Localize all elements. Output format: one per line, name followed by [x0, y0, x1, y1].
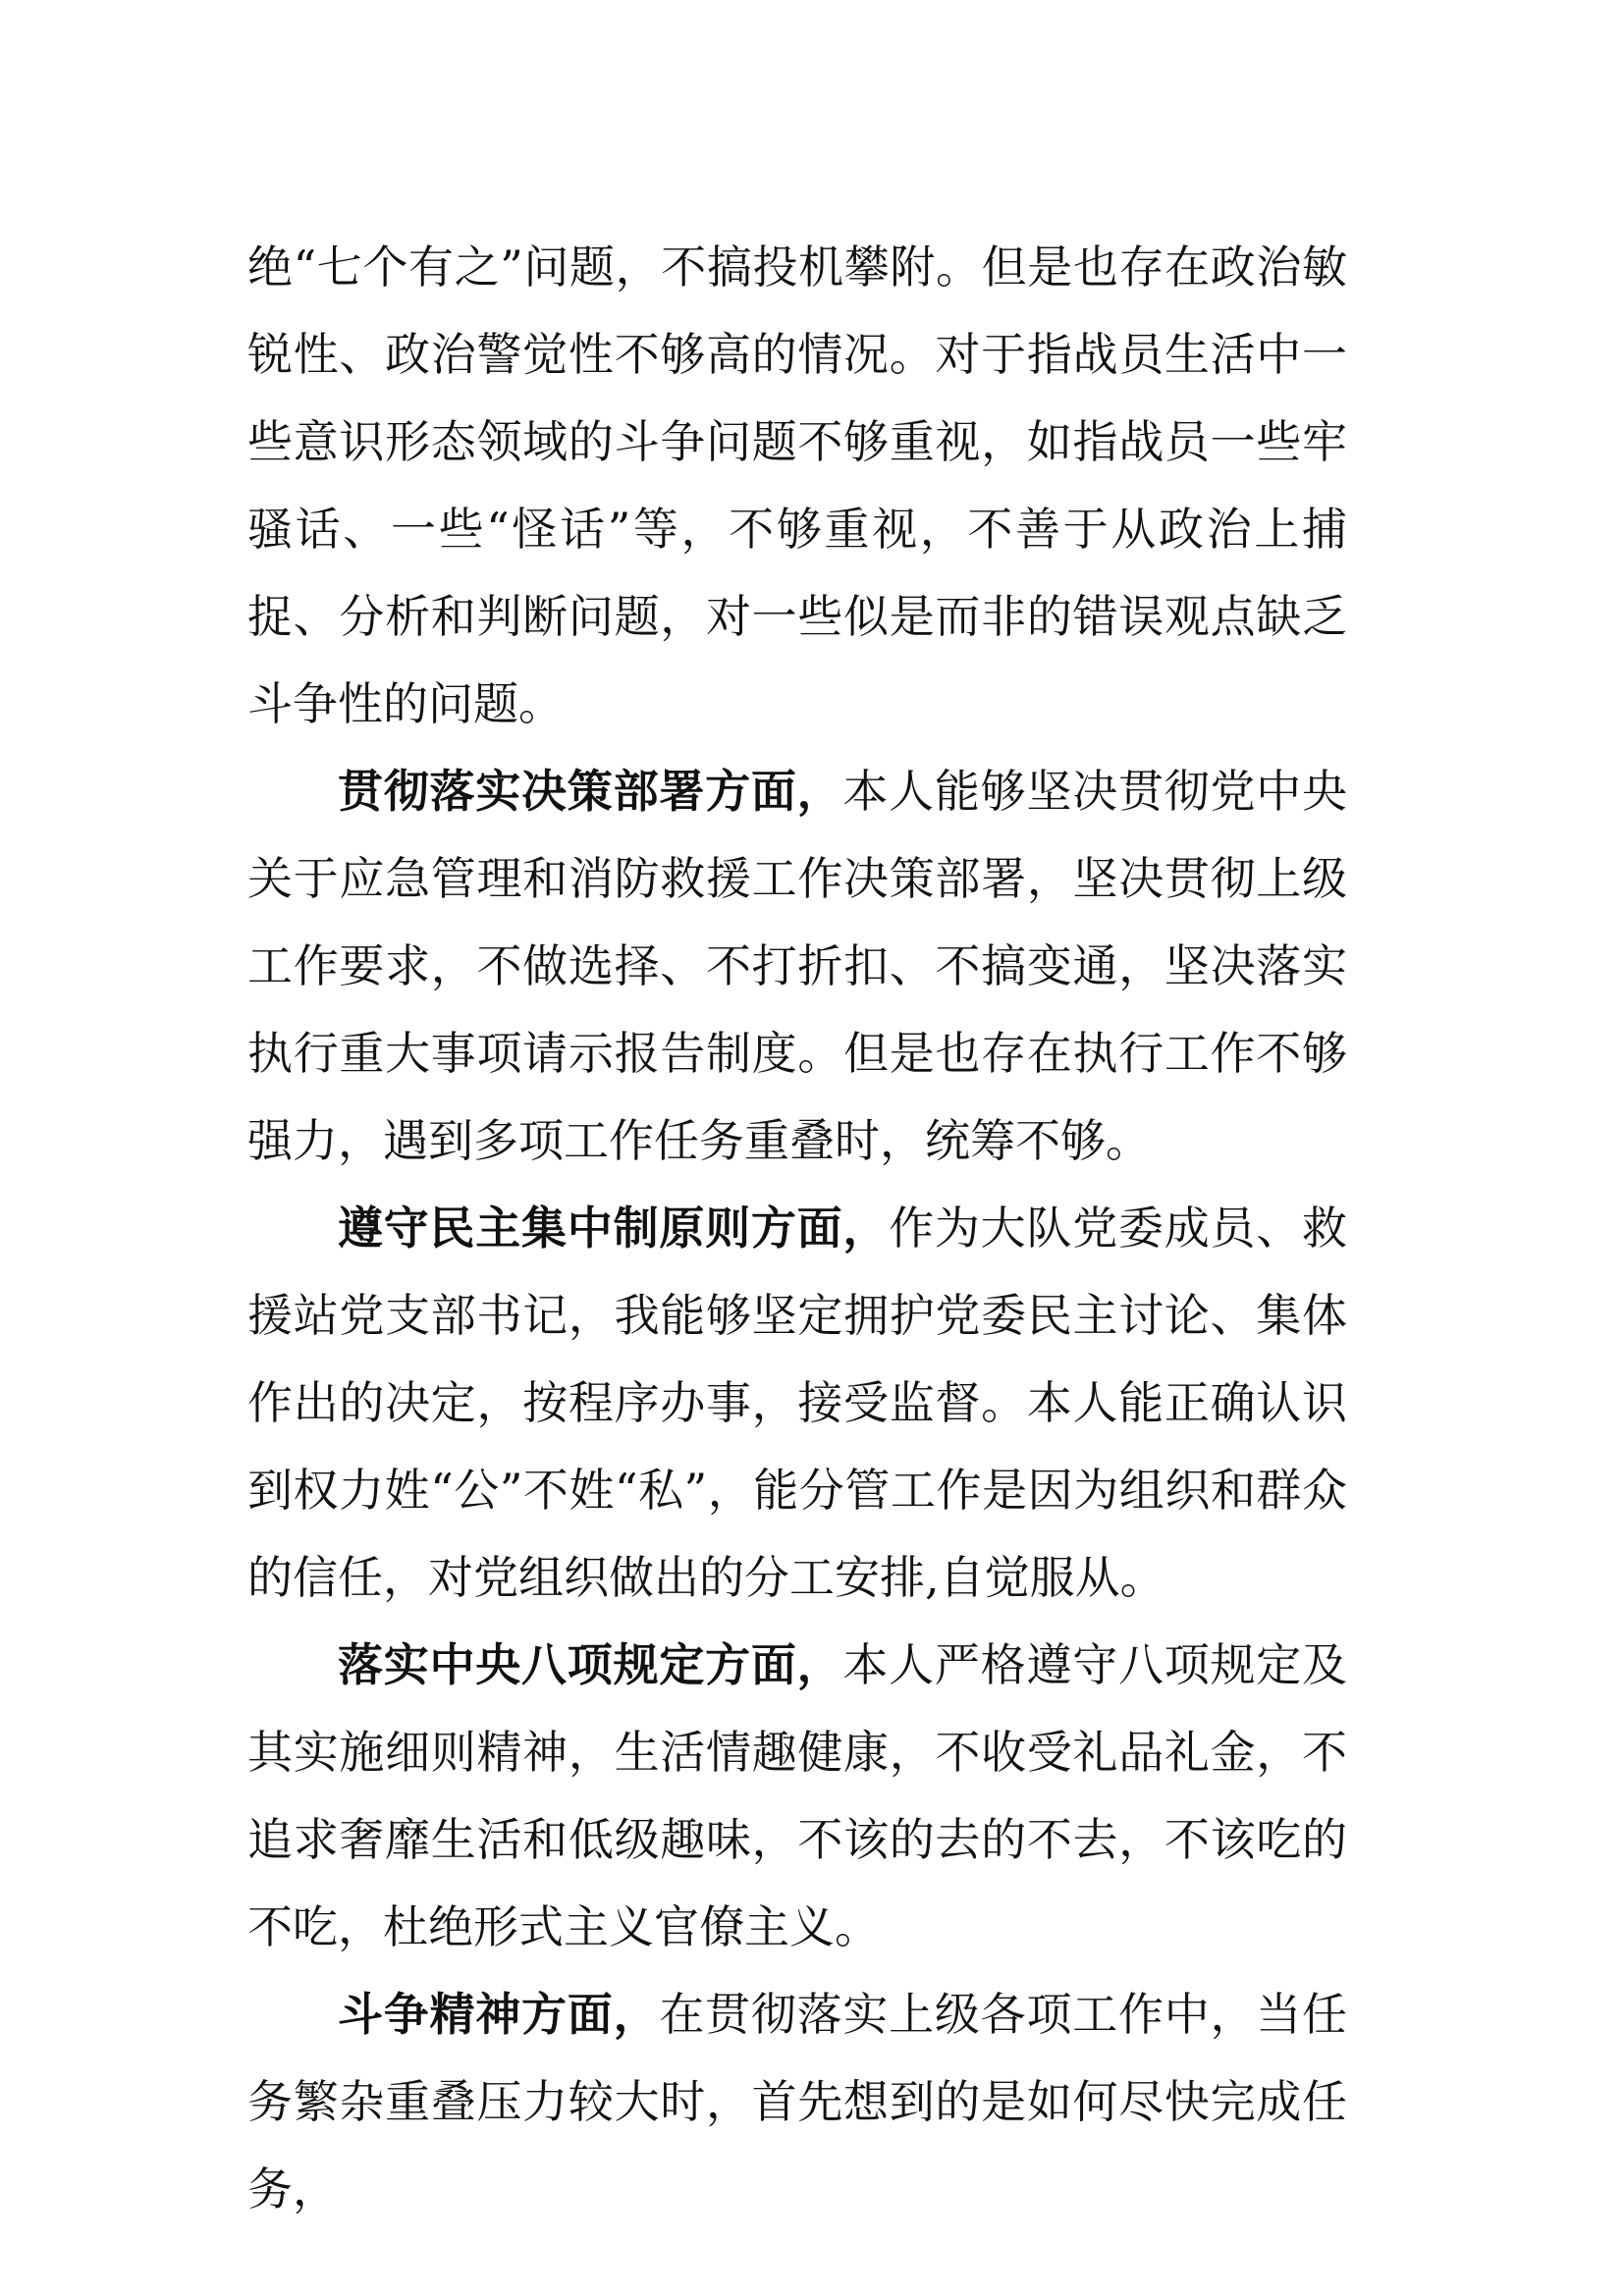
paragraph-lead: 遵守民主集中制原则方面， [338, 1201, 890, 1255]
paragraph-lead: 落实中央八项规定方面， [338, 1638, 843, 1691]
document-body [247, 224, 1347, 2233]
paragraph-body: 本人严格遵守八项规定及其实施细则精神，生活情趣健康，不收受礼品礼金，不追求奢靡生活和低级趣味，不该的去的不去，不该吃的不吃，杜绝形式主义官僚主义。 [247, 1638, 1348, 1953]
paragraph-body: 绝“七个有之”问题，不搞投机攀附。但是也存在政治敏锐性、政治警觉性不够高的情况。对于指战员生活中一些意识形态领域的斗争问题不够重视，如指战员一些牢骚话、一些“怪话”等，不够重视，不善于从政治上捕捉、分析和判断问题，对一些似是而非的错误观点缺乏斗争性的问题。 [247, 240, 1347, 730]
paragraph-eight-regulations [247, 1622, 1347, 1971]
paragraph-lead: 斗争精神方面， [338, 1988, 660, 2041]
paragraph-decision-implementation [247, 748, 1347, 1185]
paragraph-body: 在贯彻落实上级各项工作中，当任务繁杂重叠压力较大时，首先想到的是如何尽快完成任务， [247, 1988, 1348, 2216]
paragraph-democratic-centralism [247, 1185, 1347, 1622]
paragraph-political-sensitivity [247, 224, 1347, 748]
paragraph-body: 作为大队党委成员、救援站党支部书记，我能够坚定拥护党委民主讨论、集体作出的决定，按程序办事，接受监督。本人能正确认识到权力姓“公”不姓“私”，能分管工作是因为组织和群众的信任，对党组织做出的分工安排,自觉服从。 [247, 1201, 1348, 1604]
paragraph-fighting-spirit [247, 1971, 1347, 2233]
paragraph-body: 本人能够坚决贯彻党中央关于应急管理和消防救援工作决策部署，坚决贯彻上级工作要求，不做选择、不打折扣、不搞变通，坚决落实执行重大事项请示报告制度。但是也存在执行工作不够强力，遇到多项工作任务重叠时，统筹不够。 [247, 765, 1348, 1167]
paragraph-lead: 贯彻落实决策部署方面， [338, 765, 843, 818]
